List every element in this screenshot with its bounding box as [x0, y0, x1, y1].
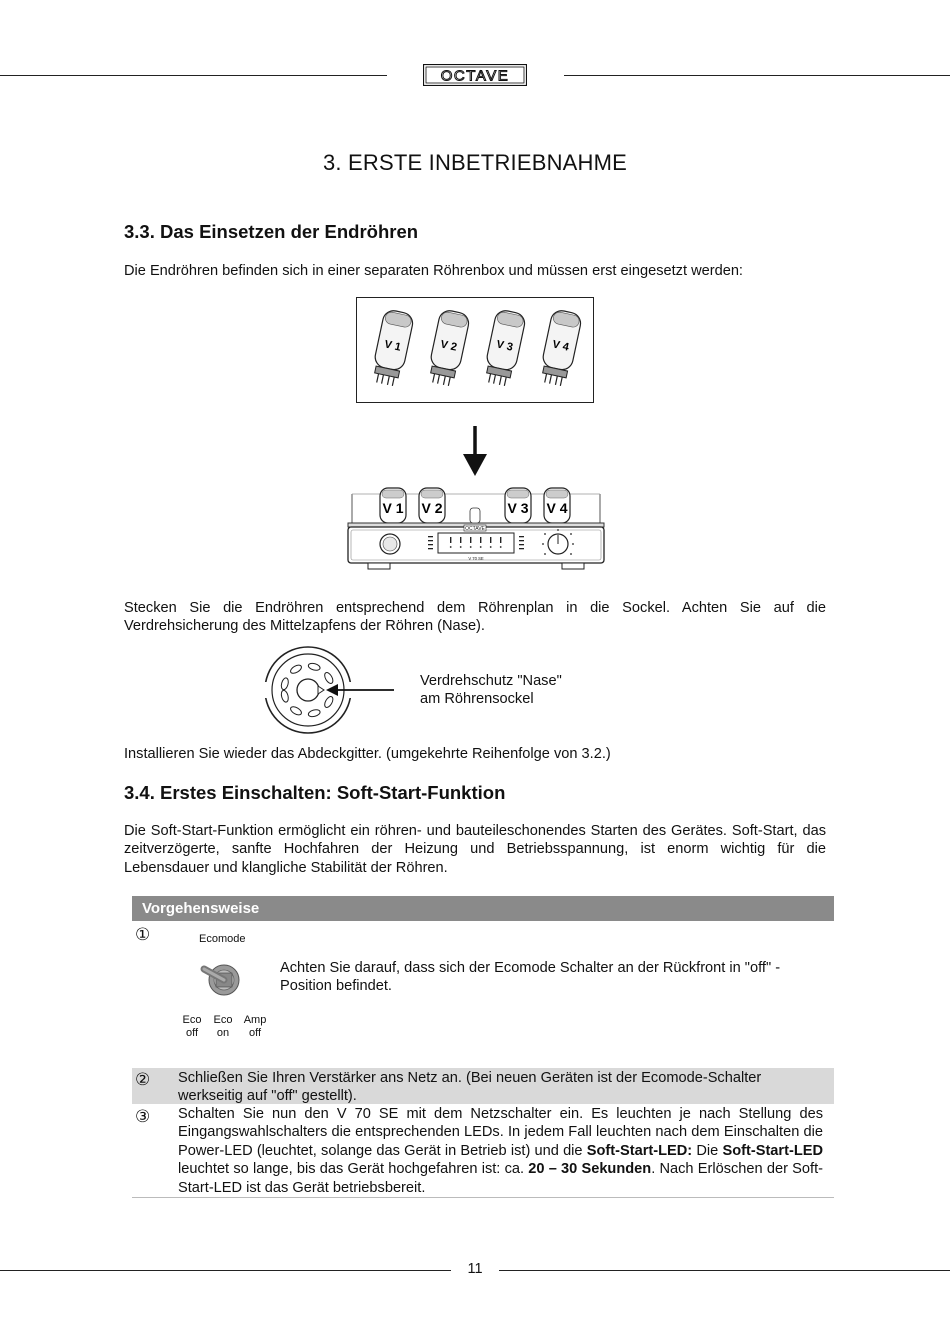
step-3-bold-soft-start-led-label: Soft-Start-LED: [586, 1142, 693, 1159]
step-3-text-part-4: . Nach Erlöschen der Soft-Start-LED ist das Gerät betriebsbereit. [178, 1161, 823, 1196]
step-3-text [178, 1105, 823, 1197]
installed-tube-label: V 1 [382, 500, 404, 516]
amp-led-bar [470, 537, 471, 543]
insert-arrow [460, 426, 490, 478]
tube-box-figure [356, 297, 594, 403]
installed-tube-1 [380, 488, 406, 523]
step-2-text: Schließen Sie Ihren Verstärker ans Netz an. (Bei neuen Geräten ist der Ecomode-Schalter werkseitig auf "off" gestellt). [178, 1070, 762, 1105]
amp-led-dot [450, 546, 452, 548]
socket-caption [420, 672, 562, 709]
section-3-3-instruction: Stecken Sie die Endröhren entsprechend dem Röhrenplan in die Sockel. Achten Sie auf die Verdrehsicherung des Mittelzapfens der Röhren (Nase). [124, 600, 826, 635]
step-3-text-part-2: Die [692, 1142, 723, 1159]
loose-tube-label: V 3 [495, 338, 514, 354]
installed-tube-3 [505, 488, 531, 523]
installed-tube-2 [419, 488, 445, 523]
procedure-header-label: Vorgehensweise [142, 900, 260, 917]
header-rule-left [0, 75, 387, 76]
loose-tube-label: V 2 [439, 338, 458, 354]
procedure-bottom-rule [132, 1197, 834, 1198]
amp-model-text: V 70 SE [468, 556, 484, 561]
amp-led-bar [490, 537, 491, 543]
amp-led-dot [470, 546, 472, 548]
step-2-number: ② [135, 1070, 151, 1089]
step-1-text: Achten Sie darauf, dass sich der Ecomode Schalter an der Rückfront in "off" - Position befindet. [280, 960, 781, 995]
amp-led-dot [500, 546, 502, 548]
amp-led-dot [490, 546, 492, 548]
page-number: 11 [467, 1261, 483, 1277]
loose-tube-label: V 4 [551, 338, 570, 354]
step-3-text-part-3: leuchtet so lange, bis das Gerät hochgefahren ist: ca. [178, 1161, 529, 1178]
ecomode-switch-icon [196, 955, 246, 1001]
loose-tube-label: V 1 [383, 338, 402, 354]
amp-logo-text: OCTAVE [465, 526, 485, 532]
step-3-bold-soft-start-led: Soft-Start-LED [722, 1142, 824, 1159]
step-3-bold-duration: 20 – 30 Sekunden [528, 1161, 652, 1178]
octave-logo [423, 64, 527, 86]
amp-led-bar [460, 537, 461, 543]
amp-led-bar [450, 537, 451, 543]
section-3-3-intro: Die Endröhren befinden sich in einer separaten Röhrenbox und müssen erst eingesetzt werden: [124, 263, 743, 279]
chapter-title: 3. ERSTE INBETRIEBNAHME [322, 150, 628, 175]
ecomode-label-eco-off: Eco off [182, 1014, 202, 1039]
installed-tube-label: V 2 [421, 500, 443, 516]
socket-caption-line-2: am Röhrensockel [420, 691, 534, 708]
step-3-text-part-1: Schalten Sie nun den V 70 SE mit dem Netzschalter ein. Es leuchten je nach Stellung des Eingangswahlschalters die entsprechenden LEDs. In jedem Fall leuchten nach dem Einschalten die Power-LED (leuchtet, solange das Gerät in Betrieb ist) und die [178, 1106, 823, 1159]
section-3-3-reinstall: Installieren Sie wieder das Abdeckgitter. (umgekehrte Reihenfolge von 3.2.) [124, 746, 611, 762]
step-3-number: ③ [135, 1107, 151, 1126]
footer-rule-right [499, 1270, 950, 1271]
footer-rule-left [0, 1270, 451, 1271]
ecomode-label-amp-off: Amp off [243, 1014, 267, 1039]
step-1-number: ① [135, 925, 151, 944]
tube-socket-figure [256, 644, 396, 736]
section-heading-3-4: 3.4. Erstes Einschalten: Soft-Start-Funktion [124, 782, 506, 803]
ecomode-label-eco-on: Eco on [213, 1014, 233, 1039]
amplifier-figure [346, 486, 606, 572]
section-3-4-body: Die Soft-Start-Funktion ermöglicht ein röhren- und bauteileschonendes Starten des Gerätes. Soft-Start, das zeitverzögerte, sanfte Hochfahren der Heizung und Betriebsspannung, ist enorm wichtig für die Lebensdauer und klangliche Stabilität der Röhren. [124, 823, 826, 876]
socket-caption-line-1: Verdrehschutz "Nase" [420, 673, 562, 689]
installed-tube-4 [544, 488, 570, 523]
header-rule-right [564, 75, 950, 76]
amp-led-dot [480, 546, 482, 548]
section-heading-3-3: 3.3. Das Einsetzen der Endröhren [124, 221, 419, 242]
amp-led-bar [480, 537, 481, 543]
ecomode-title: Ecomode [199, 933, 246, 945]
installed-tube-label: V 4 [546, 500, 568, 516]
procedure-header [132, 896, 834, 921]
amp-led-dot [460, 546, 462, 548]
amp-led-bar [500, 537, 501, 543]
logo-text: OCTAVE [440, 67, 510, 85]
installed-tube-label: V 3 [507, 500, 529, 516]
